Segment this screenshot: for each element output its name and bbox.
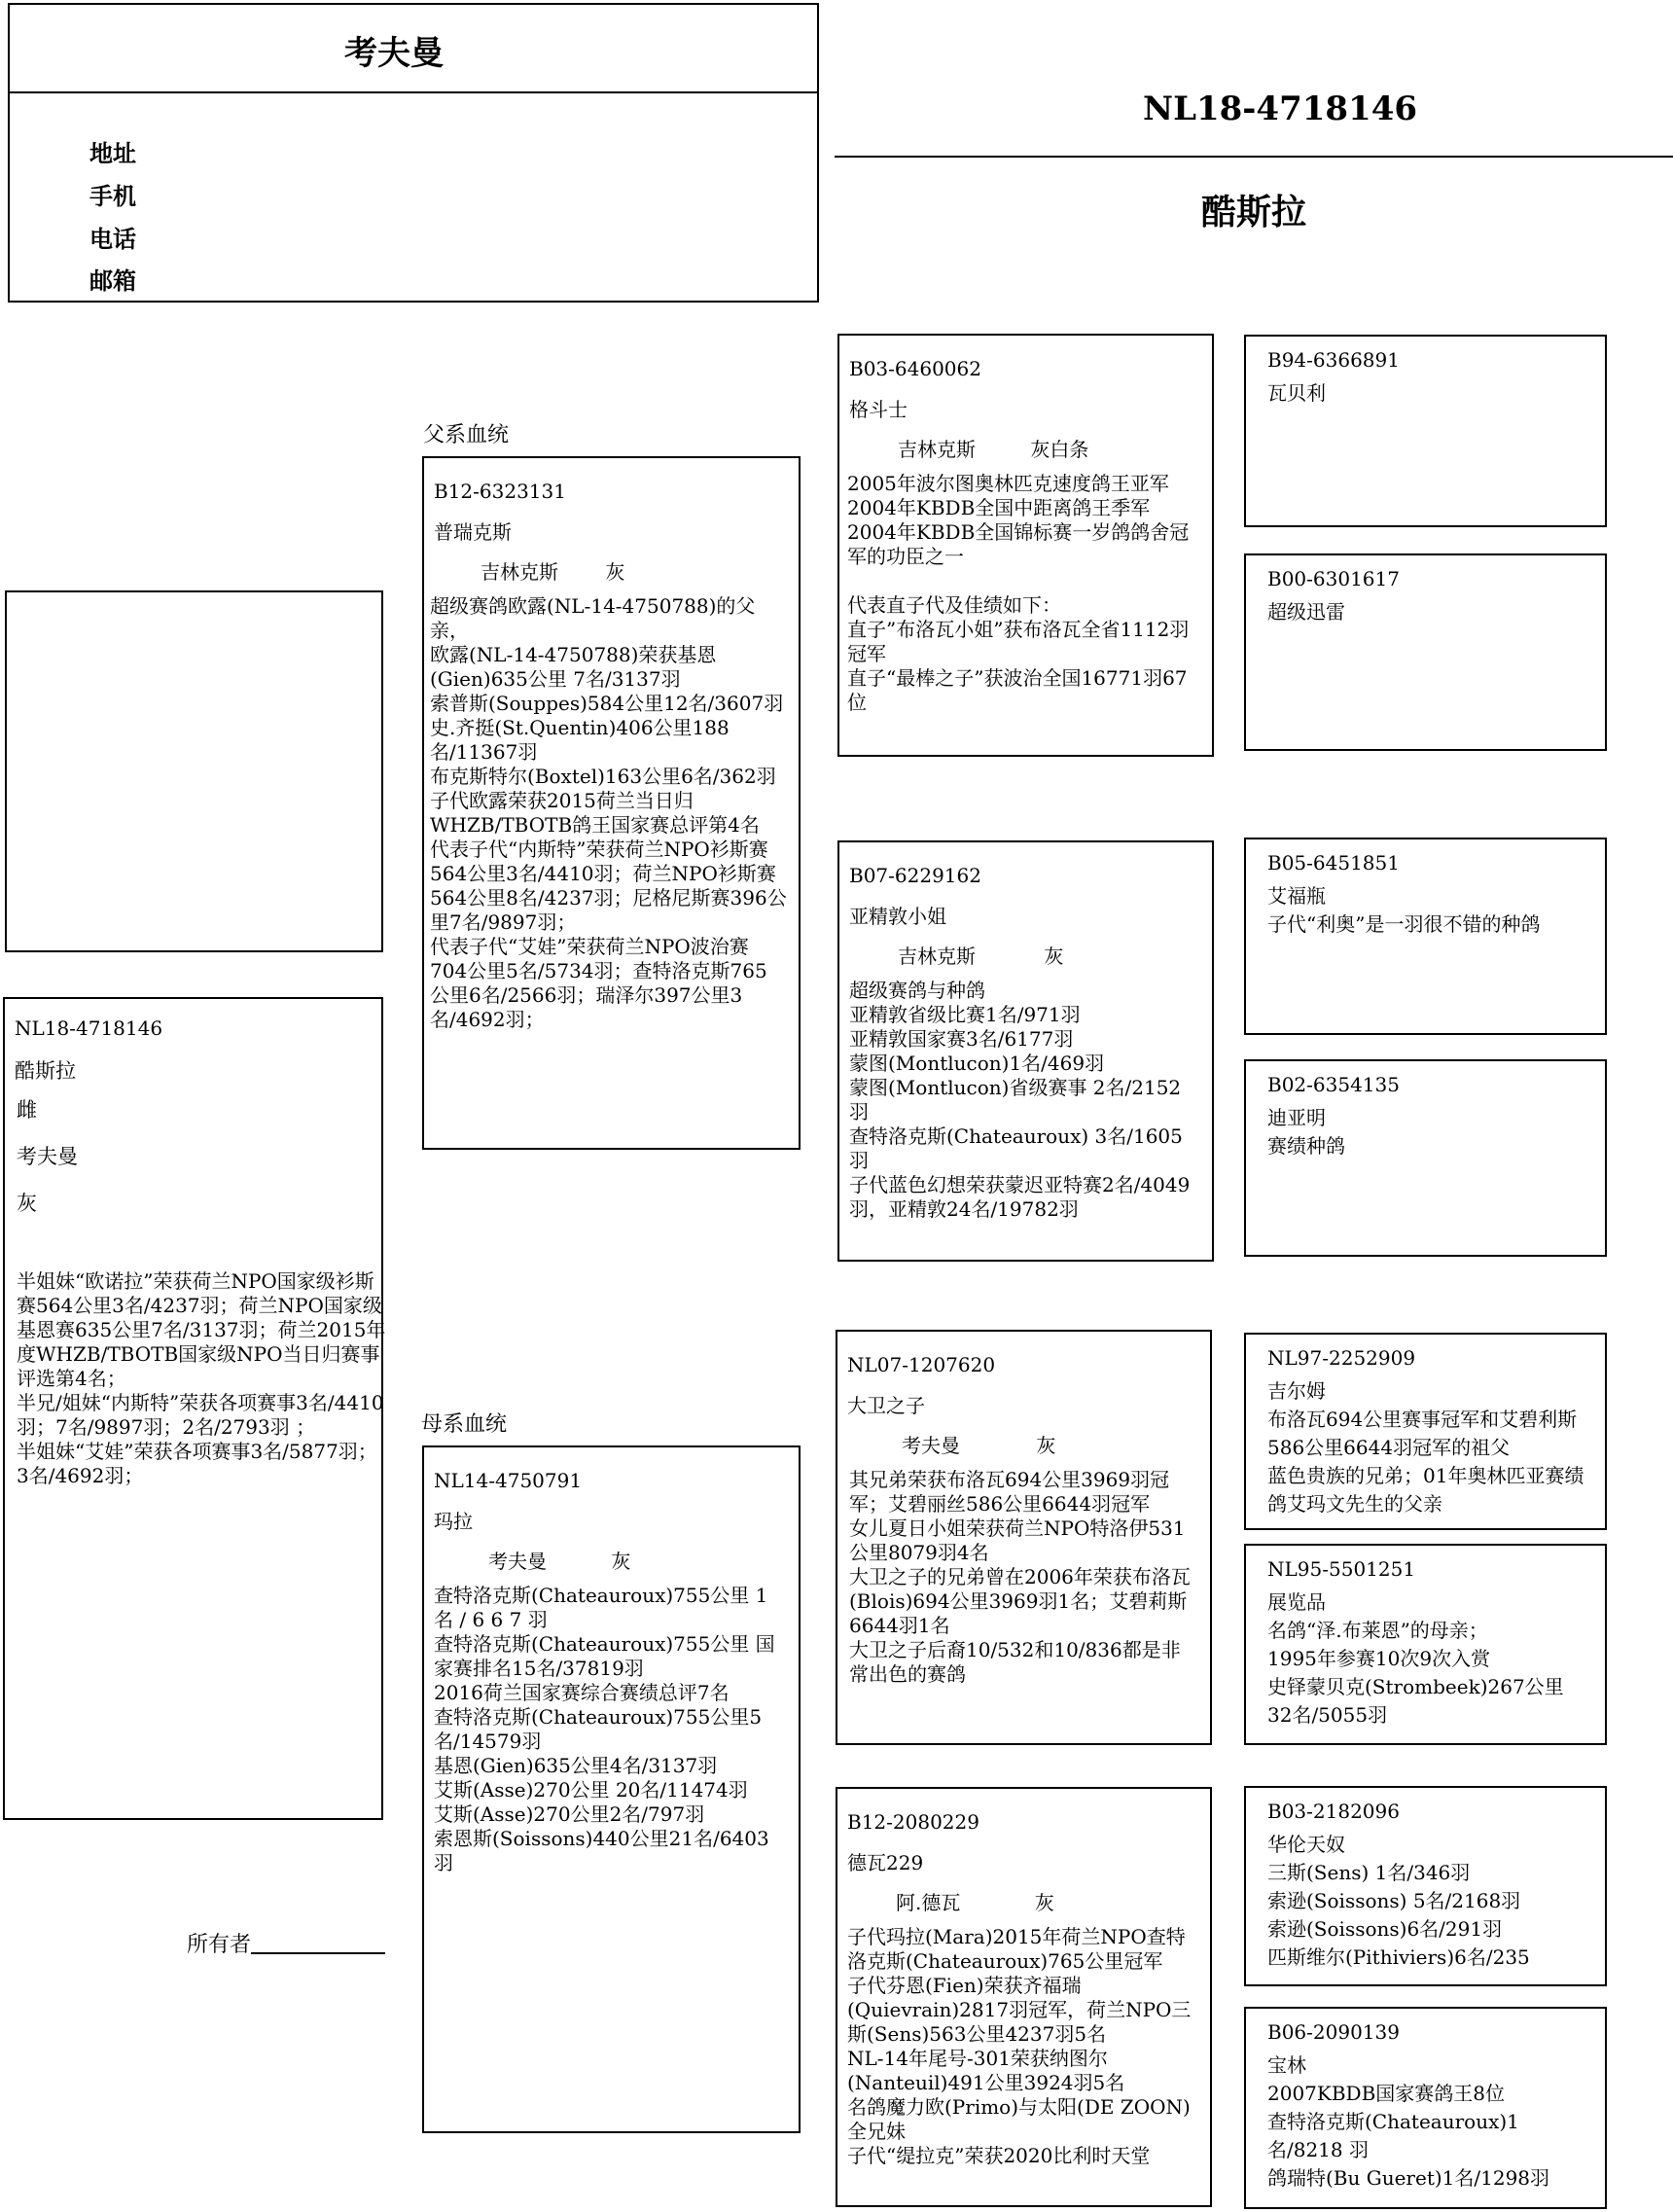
ds-color: 灰 bbox=[1036, 1434, 1056, 1457]
ggp-5-ring: NL97-2252909 bbox=[1267, 1346, 1416, 1370]
dd-description: 子代玛拉(Mara)2015年荷兰NPO查特洛克斯(Chateauroux)765公里冠军 子代芬恩(Fien)荣获齐福瑞(Quievrain)2817羽冠军，荷兰NPO三斯(Sens)563公里4237羽5名 NL-14年尾号-301荣获纳图尔(Nanteuil)491公里3924羽5名 名鸽魔力欧(Primo)与太阳(DE ZOON)全兄妹 子代“缇拉克”荣获2020比利时天堂 bbox=[847, 1925, 1192, 2167]
sire-card bbox=[422, 456, 801, 1150]
pigeon-ring-header: NL18-4718146 bbox=[1143, 89, 1418, 128]
ggp-6-desc: 名鸽“泽.布莱恩”的母亲； 1995年参赛10次9次入赏 史铎蒙贝克(Strombeek)267公里 32名/5055羽 bbox=[1267, 1619, 1564, 1727]
dd-ring: B12-2080229 bbox=[847, 1810, 979, 1834]
pigeon-info-box bbox=[3, 997, 386, 1820]
sire-name: 普瑞克斯 bbox=[434, 520, 512, 544]
ggp-card-4 bbox=[1244, 1059, 1607, 1257]
dam-strain bbox=[488, 1546, 799, 1574]
ss-strain-name: 吉林克斯 bbox=[898, 438, 976, 461]
ggp-5-name: 吉尔姆 bbox=[1267, 1379, 1326, 1403]
dam-dam-card bbox=[836, 1787, 1212, 2207]
owner-signature-label: 所有者 bbox=[187, 1933, 252, 1957]
dam-card bbox=[422, 1445, 801, 2133]
info-color: 灰 bbox=[17, 1192, 37, 1215]
sd-name: 亚精敦小姐 bbox=[849, 905, 946, 928]
ggp-card-8 bbox=[1244, 2007, 1607, 2209]
ss-name: 格斗士 bbox=[849, 398, 908, 421]
info-notes: 半姐妹“欧诺拉”荣获荷兰NPO国家级衫斯赛564公里3名/4237羽；荷兰NPO国家级基恩赛635公里7名/3137羽；荷兰2015年度WHZB/TBOTB国家级NPO当日归赛事评选第4名； 半兄/姐妹“内斯特”荣获各项赛事3名/4410羽；7名/9897羽；2名/2793羽 ； 半姐妹“艾娃”荣获各项赛事3名/5877羽；3名/4692羽； bbox=[17, 1269, 386, 1487]
owner-signature-line bbox=[251, 1952, 385, 1954]
ggp-4-desc: 赛绩种鸽 bbox=[1267, 1134, 1345, 1158]
ds-description: 其兄弟荣获布洛瓦694公里3969羽冠军；艾碧丽丝586公里6644羽冠军 女儿夏日小姐荣获荷兰NPO特洛伊531公里8079羽4名 大卫之子的兄弟曾在2006年荣获布洛瓦(Blois)694公里3969羽1名；艾碧莉斯6644羽1名 大卫之子后裔10/532和10/836都是非常出色的赛鸽 bbox=[849, 1468, 1191, 1686]
ds-strain bbox=[902, 1430, 1210, 1458]
ggp-4-ring: B02-6354135 bbox=[1267, 1073, 1400, 1096]
ggp-2-name: 超级迅雷 bbox=[1267, 600, 1345, 624]
ds-ring: NL07-1207620 bbox=[847, 1353, 996, 1376]
owner-box bbox=[8, 3, 819, 303]
owner-name: 考夫曼 bbox=[344, 34, 444, 73]
dam-section-label: 母系血统 bbox=[421, 1412, 508, 1437]
ggp-7-ring: B03-2182096 bbox=[1267, 1800, 1400, 1823]
dd-strain bbox=[896, 1887, 1210, 1915]
info-name: 酷斯拉 bbox=[15, 1059, 76, 1083]
ggp-3-desc: 子代“利奥”是一羽很不错的种鸽 bbox=[1267, 912, 1541, 936]
sire-dam-card bbox=[837, 840, 1214, 1262]
dam-strain-name: 考夫曼 bbox=[488, 1550, 547, 1573]
ggp-card-5 bbox=[1244, 1333, 1607, 1530]
ggp-1-ring: B94-6366891 bbox=[1267, 348, 1400, 372]
dd-strain-name: 阿.德瓦 bbox=[896, 1891, 961, 1914]
ggp-card-1 bbox=[1244, 335, 1607, 527]
ggp-6-name: 展览品 bbox=[1267, 1590, 1326, 1614]
ggp-4-name: 迪亚明 bbox=[1267, 1106, 1326, 1129]
sire-strain-name: 吉林克斯 bbox=[481, 560, 558, 584]
header-divider bbox=[835, 156, 1673, 158]
dd-color: 灰 bbox=[1034, 1891, 1054, 1914]
ss-color: 灰白条 bbox=[1030, 438, 1089, 461]
owner-divider bbox=[10, 91, 817, 93]
ggp-2-ring: B00-6301617 bbox=[1267, 567, 1400, 590]
sd-strain-name: 吉林克斯 bbox=[898, 945, 976, 968]
ss-description: 2005年波尔图奥林匹克速度鸽王亚军 2004年KBDB全国中距离鸽王季军 2004年KBDB全国锦标赛一岁鸽鸽舍冠军的功臣之一 代表直子代及佳绩如下： 直子”布洛瓦小姐”获布洛瓦全省1112羽冠军 直子“最棒之子”获波治全国16771羽67位 bbox=[847, 472, 1190, 714]
ggp-8-ring: B06-2090139 bbox=[1267, 2020, 1400, 2044]
ggp-card-7 bbox=[1244, 1786, 1607, 1986]
sire-section-label: 父系血统 bbox=[423, 423, 510, 447]
sire-description: 超级赛鸽欧露(NL-14-4750788)的父亲， 欧露(NL-14-4750788)荣获基恩(Gien)635公里 7名/3137羽 索普斯(Souppes)584公里12名/3607羽 史.齐挺(St.Quentin)406公里188名/11367羽 布克斯特尔(Boxtel)163公里6名/362羽 子代欧露荣获2015荷兰当日归WHZB/TBOTB鸽王国家赛总评第4名 代表子代“内斯特”荣获荷兰NPO衫斯赛564公里3名/4410羽；荷兰NPO衫斯赛564公里8名/4237羽；尼格尼斯赛396公里7名/9897羽； 代表子代“艾娃”荣获荷兰NPO波治赛 704公里5名/5734羽；查特洛克斯765 公里6名/2566羽；瑞泽尔397公里3名/4692羽； bbox=[430, 594, 787, 1031]
sire-ring: B12-6323131 bbox=[434, 480, 566, 503]
ggp-6-ring: NL95-5501251 bbox=[1267, 1557, 1416, 1581]
sire-sire-card bbox=[837, 334, 1214, 757]
mobile-label: 手机 bbox=[89, 182, 136, 210]
ggp-card-2 bbox=[1244, 553, 1607, 751]
photo-placeholder bbox=[5, 590, 383, 952]
ds-strain-name: 考夫曼 bbox=[902, 1434, 960, 1457]
ggp-3-ring: B05-6451851 bbox=[1267, 851, 1400, 874]
info-sex: 雌 bbox=[17, 1098, 37, 1122]
ds-name: 大卫之子 bbox=[847, 1394, 925, 1417]
ggp-8-desc: 2007KBDB国家赛鸽王8位 查特洛克斯(Chateauroux)1名/8218 羽 鸽瑞特(Bu Gueret)1名/1298羽 bbox=[1267, 2082, 1550, 2190]
address-label: 地址 bbox=[89, 139, 136, 167]
sd-color: 灰 bbox=[1044, 945, 1064, 968]
ggp-8-name: 宝林 bbox=[1267, 2053, 1306, 2077]
ggp-card-3 bbox=[1244, 838, 1607, 1035]
info-ring: NL18-4718146 bbox=[15, 1017, 163, 1040]
ggp-3-name: 艾福瓶 bbox=[1267, 884, 1326, 908]
phone-label: 电话 bbox=[89, 225, 136, 253]
ggp-5-desc: 布洛瓦694公里赛事冠军和艾碧利斯 586公里6644羽冠军的祖父 蓝色贵族的兄弟；01年奥林匹亚赛绩鸽艾玛文先生的父亲 bbox=[1267, 1408, 1584, 1516]
pigeon-name-header: 酷斯拉 bbox=[1201, 192, 1307, 232]
info-breeder: 考夫曼 bbox=[17, 1145, 78, 1168]
sd-description: 超级赛鸽与种鸽 亚精敦省级比赛1名/971羽 亚精敦国家赛3名/6177羽 蒙图(Montlucon)1名/469羽 蒙图(Montlucon)省级赛事 2名/2152羽 查特洛克斯(Chateauroux) 3名/1605羽 子代蓝色幻想荣获蒙迟亚特赛2名/4049羽，亚精敦24名/19782羽 bbox=[849, 979, 1191, 1221]
dam-description: 查特洛克斯(Chateauroux)755公里 1 名 / 6 6 7 羽 查特洛克斯(Chateauroux)755公里 国家赛排名15名/37819羽 2016荷兰国家赛综合赛绩总评7名 查特洛克斯(Chateauroux)755公里5名/14579羽 基恩(Gien)635公里4名/3137羽 艾斯(Asse)270公里 20名/11474羽 艾斯(Asse)270公里2名/797羽 索恩斯(Soissons)440公里21名/6403羽 bbox=[434, 1584, 775, 1874]
dam-name: 玛拉 bbox=[434, 1510, 473, 1533]
sire-strain bbox=[481, 556, 799, 585]
email-label: 邮箱 bbox=[89, 267, 136, 295]
ggp-1-name: 瓦贝利 bbox=[1267, 381, 1326, 405]
dam-ring: NL14-4750791 bbox=[434, 1469, 583, 1492]
sire-color: 灰 bbox=[605, 560, 625, 584]
ss-strain bbox=[898, 434, 1212, 462]
ss-ring: B03-6460062 bbox=[849, 357, 981, 380]
ggp-card-6 bbox=[1244, 1544, 1607, 1745]
ggp-7-desc: 三斯(Sens) 1名/346羽 索逊(Soissons) 5名/2168羽 索逊(Soissons)6名/291羽 匹斯维尔(Pithiviers)6名/235 bbox=[1267, 1861, 1530, 1969]
sd-strain bbox=[898, 941, 1212, 969]
dam-sire-card bbox=[836, 1330, 1212, 1745]
ggp-7-name: 华伦天奴 bbox=[1267, 1833, 1345, 1856]
dam-color: 灰 bbox=[611, 1550, 631, 1573]
dd-name: 德瓦229 bbox=[847, 1851, 924, 1874]
sd-ring: B07-6229162 bbox=[849, 864, 981, 887]
